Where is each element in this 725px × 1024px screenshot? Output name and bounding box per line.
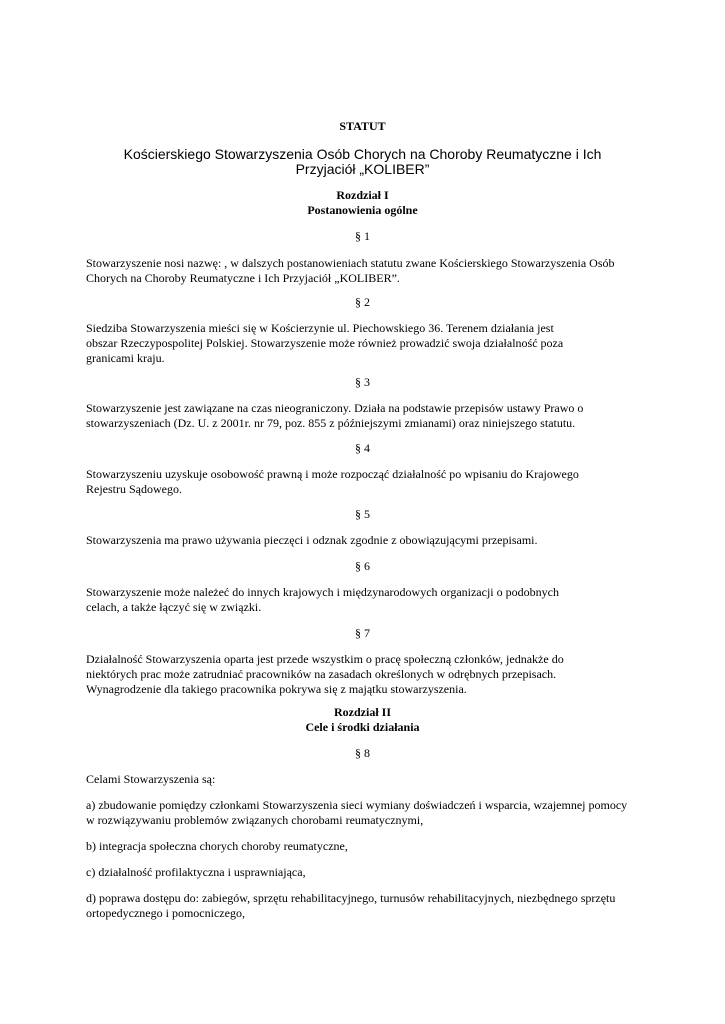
section-2-line: Siedziba Stowarzyszenia mieści się w Kościerzynie ul. Piechowskiego 36. Terenem działania jest [86,321,554,335]
section-7-line: niektórych prac może zatrudniać pracowników na zasadach określonych w odrębnych przepisach. [86,667,557,681]
goal-item-line: c) działalność profilaktyczna i usprawniająca, [86,865,306,879]
section-7-line: Działalność Stowarzyszenia oparta jest przede wszystkim o pracę społeczną członków, jednakże do [86,652,564,666]
section-7-line: Wynagrodzenie dla takiego pracownika pokrywa się z majątku stowarzyszenia. [86,682,467,696]
section-7-mark: § 7 [355,626,370,640]
goal-item-line: d) poprawa dostępu do: zabiegów, sprzętu rehabilitacyjnego, turnusów rehabilitacyjnych, niezbędnego sprzętu [86,891,616,905]
section-1-mark: § 1 [355,229,370,243]
section-5-text [86,533,646,548]
section-8-intro: Celami Stowarzyszenia są: [86,772,216,786]
chapter-1-subheading: Postanowienia ogólne [307,203,418,217]
section-6-text [86,585,646,615]
section-8-mark: § 8 [355,746,370,760]
section-4-line: Stowarzyszeniu uzyskuje osobowość prawną i może rozpocząć działalność po wpisaniu do Krajowego [86,467,579,481]
section-6-line: Stowarzyszenie może należeć do innych krajowych i międzynarodowych organizacji o podobnych [86,585,559,599]
section-2-mark: § 2 [355,295,370,309]
section-3-line: Stowarzyszenie jest zawiązane na czas nieograniczony. Działa na podstawie przepisów ustawy Prawo o [86,401,584,415]
document-subtitle-line-2: Przyjaciół „KOLIBER” [295,161,430,177]
section-6-mark: § 6 [355,559,370,573]
section-6-line: celach, a także łączyć się w związki. [86,600,262,614]
goal-item-d [86,891,646,921]
goal-item-a [86,798,646,828]
section-4-mark: § 4 [355,441,370,455]
section-7-text [86,652,646,697]
goal-item-line: ortopedycznego i pomocniczego, [86,906,245,920]
section-5-mark: § 5 [355,507,370,521]
section-1-line: Stowarzyszenie nosi nazwę: , w dalszych postanowieniach statutu zwane Kościerskiego Stowarzyszenia Osób [86,256,615,270]
section-3-line: stowarzyszeniach (Dz. U. z 2001r. nr 79, poz. 855 z późniejszymi zmianami) oraz niniejszego statutu. [86,416,576,430]
section-4-text [86,467,646,497]
goal-item-b [86,839,646,854]
document-subtitle-line-1: Kościerskiego Stowarzyszenia Osób Chorych na Choroby Reumatyczne i Ich [123,146,602,162]
goal-item-line: w rozwiązywaniu problemów związanych chorobami reumatycznymi, [86,813,424,827]
section-3-mark: § 3 [355,375,370,389]
section-2-line: granicami kraju. [86,351,165,365]
section-4-line: Rejestru Sądowego. [86,482,182,496]
section-1-text [86,256,646,286]
goal-item-line: b) integracja społeczna chorych choroby reumatyczne, [86,839,348,853]
chapter-2-heading: Rozdział II [334,705,391,719]
section-2-line: obszar Rzeczypospolitej Polskiej. Stowarzyszenie może również prowadzić swoja działalność poza [86,336,564,350]
goal-item-line: a) zbudowanie pomiędzy członkami Stowarzyszenia sieci wymiany doświadczeń i wsparcia, wzajemnej pomocy [86,798,628,812]
goal-item-c [86,865,646,880]
section-2-text [86,321,646,366]
chapter-2-subheading: Cele i środki działania [305,720,420,734]
document-title: STATUT [339,119,386,133]
section-5-line: Stowarzyszenia ma prawo używania pieczęci i odznak zgodnie z obowiązującymi przepisami. [86,533,538,547]
section-3-text [86,401,646,431]
section-1-line: Chorych na Choroby Reumatyczne i Ich Przyjaciół „KOLIBER”. [86,271,400,285]
chapter-1-heading: Rozdział I [336,188,389,202]
